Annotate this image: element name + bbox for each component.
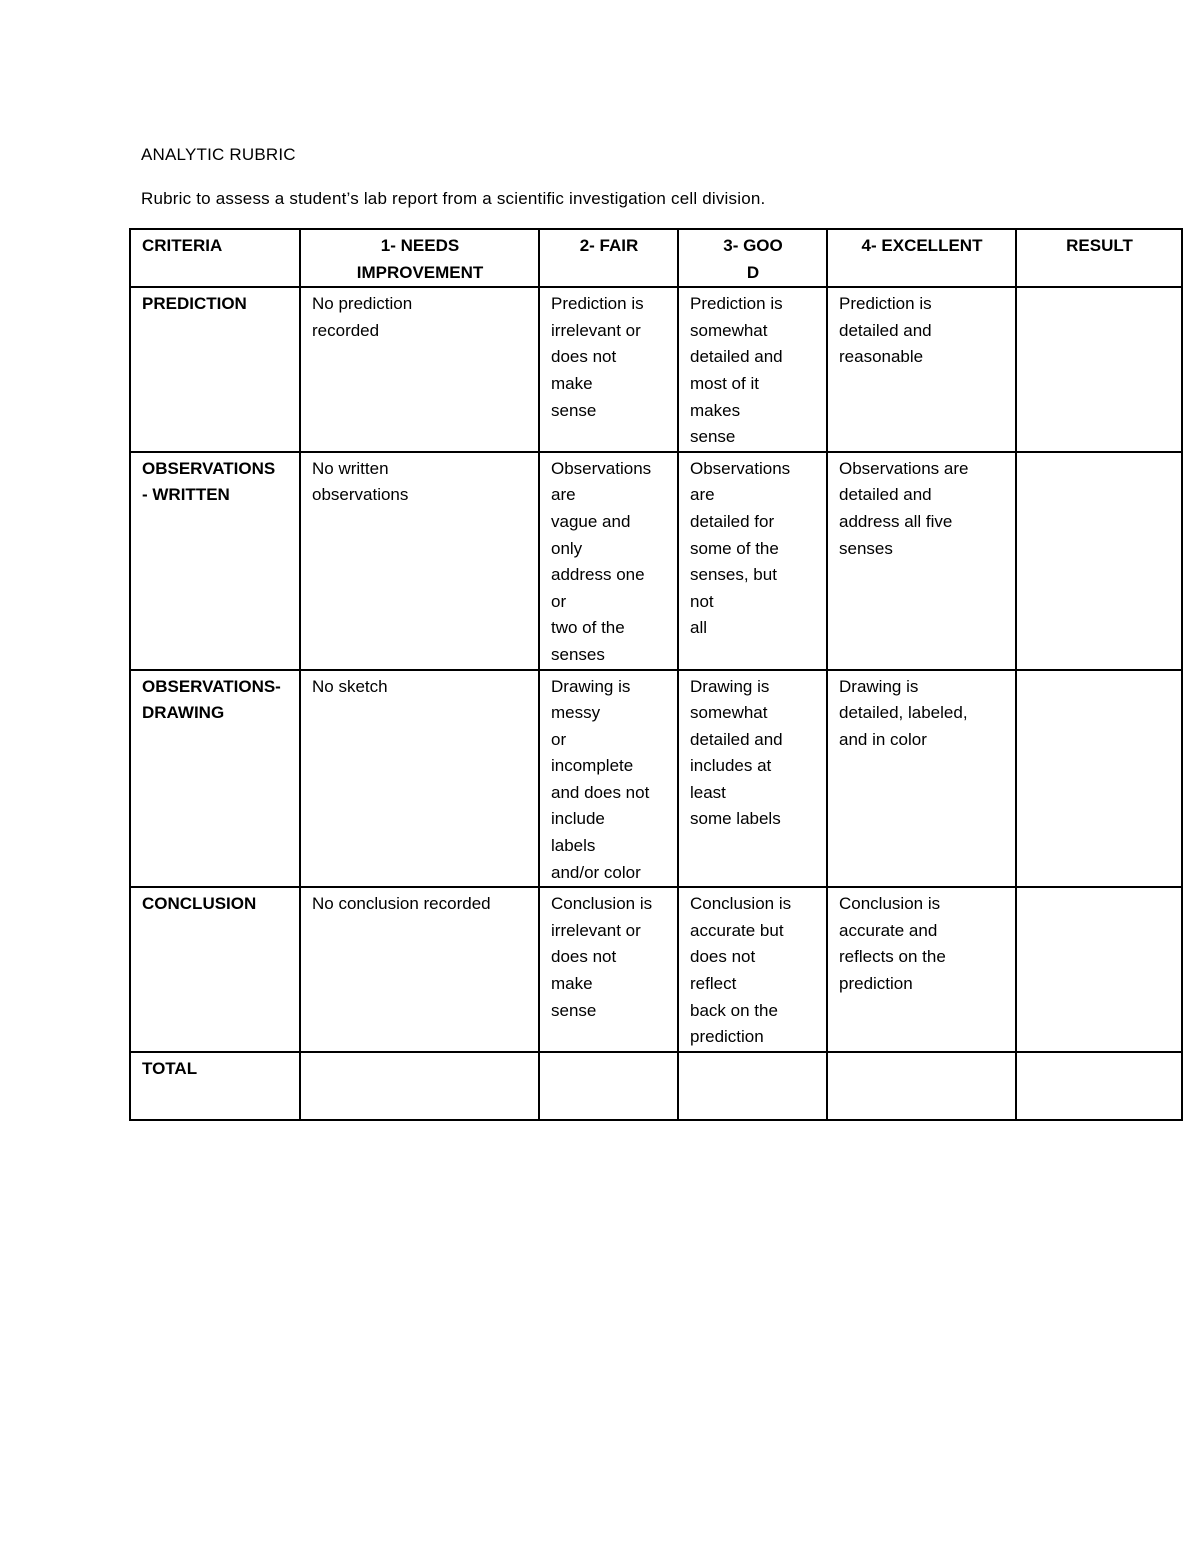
table-row bbox=[130, 287, 1182, 452]
level-1-cell: No written observations bbox=[300, 452, 539, 670]
total-row bbox=[130, 1052, 1182, 1120]
level-2-cell: Drawing is messy or incomplete and does not include labels and/or color bbox=[539, 670, 678, 888]
result-cell[interactable] bbox=[1016, 887, 1182, 1052]
criterion-cell: PREDICTION bbox=[130, 287, 300, 452]
document-heading: ANALYTIC RUBRIC bbox=[141, 145, 296, 164]
result-cell[interactable] bbox=[1016, 452, 1182, 670]
result-cell[interactable] bbox=[1016, 287, 1182, 452]
header-level-2: 2- FAIR bbox=[539, 229, 678, 287]
total-level-2-cell[interactable] bbox=[539, 1052, 678, 1120]
total-level-1-cell[interactable] bbox=[300, 1052, 539, 1120]
header-row bbox=[130, 229, 1182, 287]
criterion-cell: CONCLUSION bbox=[130, 887, 300, 1052]
result-cell[interactable] bbox=[1016, 670, 1182, 888]
criterion-cell: OBSERVATIONS - WRITTEN bbox=[130, 452, 300, 670]
level-3-cell: Conclusion is accurate but does not reflect back on the prediction bbox=[678, 887, 827, 1052]
total-result-cell[interactable] bbox=[1016, 1052, 1182, 1120]
rubric-table bbox=[129, 228, 1183, 1121]
level-1-cell: No sketch bbox=[300, 670, 539, 888]
table-row bbox=[130, 670, 1182, 888]
level-4-cell: Drawing is detailed, labeled, and in color bbox=[827, 670, 1016, 888]
level-3-cell: Observations are detailed for some of the senses, but not all bbox=[678, 452, 827, 670]
header-level-1: 1- NEEDS IMPROVEMENT bbox=[300, 229, 539, 287]
total-level-4-cell[interactable] bbox=[827, 1052, 1016, 1120]
table-row bbox=[130, 887, 1182, 1052]
total-level-3-cell[interactable] bbox=[678, 1052, 827, 1120]
criterion-cell: OBSERVATIONS- DRAWING bbox=[130, 670, 300, 888]
level-4-cell: Conclusion is accurate and reflects on the prediction bbox=[827, 887, 1016, 1052]
table-row bbox=[130, 452, 1182, 670]
level-2-cell: Observations are vague and only address one or two of the senses bbox=[539, 452, 678, 670]
level-3-cell: Prediction is somewhat detailed and most of it makes sense bbox=[678, 287, 827, 452]
level-1-cell: No prediction recorded bbox=[300, 287, 539, 452]
total-label: TOTAL bbox=[130, 1052, 300, 1120]
header-level-3: 3- GOO D bbox=[678, 229, 827, 287]
level-4-cell: Observations are detailed and address all five senses bbox=[827, 452, 1016, 670]
level-4-cell: Prediction is detailed and reasonable bbox=[827, 287, 1016, 452]
document-subtitle: Rubric to assess a student’s lab report from a scientific investigation cell division. bbox=[141, 189, 766, 208]
level-1-cell: No conclusion recorded bbox=[300, 887, 539, 1052]
header-criteria: CRITERIA bbox=[130, 229, 300, 287]
header-result: RESULT bbox=[1016, 229, 1182, 287]
header-level-4: 4- EXCELLENT bbox=[827, 229, 1016, 287]
level-3-cell: Drawing is somewhat detailed and includes at least some labels bbox=[678, 670, 827, 888]
level-2-cell: Conclusion is irrelevant or does not make sense bbox=[539, 887, 678, 1052]
level-2-cell: Prediction is irrelevant or does not make sense bbox=[539, 287, 678, 452]
